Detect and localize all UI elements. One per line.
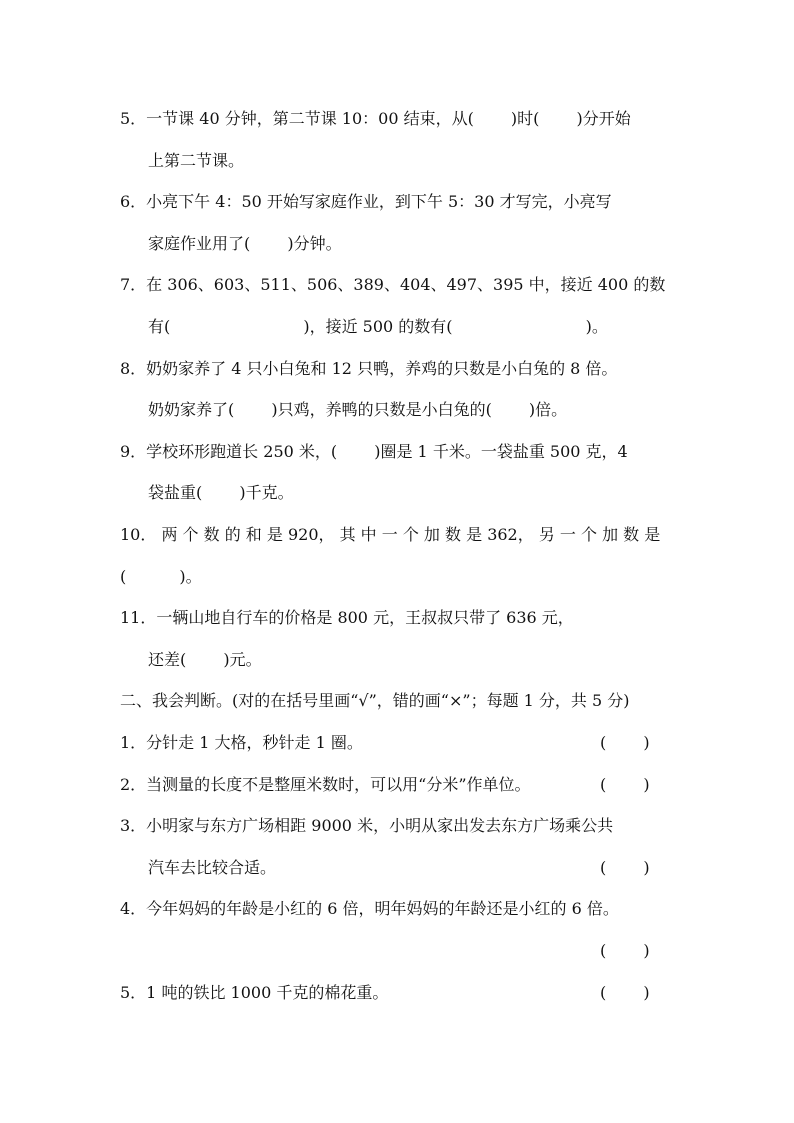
judge-1-text: 1．分针走 1 大格，秒针走 1 圈。	[120, 733, 363, 752]
question-8-line2: 奶奶家养了( )只鸡，养鸭的只数是小白兔的( )倍。	[148, 400, 568, 419]
judge-4-answer-paren[interactable]: ( )	[600, 941, 650, 960]
judge-3-line1: 3．小明家与东方广场相距 9000 米，小明从家出发去东方广场乘公共	[120, 816, 614, 835]
judge-2-text: 2．当测量的长度不是整厘米数时，可以用“分米”作单位。	[120, 775, 531, 794]
question-5-line1: 5．一节课 40 分钟，第二节课 10：00 结束，从( )时( )分开始	[120, 109, 631, 128]
section-2-heading: 二、我会判断。(对的在括号里画“√”，错的画“×”；每题 1 分，共 5 分)	[120, 691, 630, 710]
question-6-line1: 6．小亮下午 4：50 开始写家庭作业，到下午 5：30 才写完，小亮写	[120, 192, 612, 211]
question-8-line1: 8．奶奶家养了 4 只小白兔和 12 只鸭，养鸡的只数是小白兔的 8 倍。	[120, 359, 618, 378]
question-11-line1: 11．一辆山地自行车的价格是 800 元，王叔叔只带了 636 元，	[120, 608, 574, 627]
question-5-line2: 上第二节课。	[148, 151, 245, 170]
question-9-line2: 袋盐重( )千克。	[148, 483, 294, 502]
question-11-line2: 还差( )元。	[148, 650, 262, 669]
question-10-line2: ( )。	[120, 567, 202, 586]
judge-4-text: 4．今年妈妈的年龄是小红的 6 倍，明年妈妈的年龄还是小红的 6 倍。	[120, 899, 619, 918]
judge-2-answer-paren[interactable]: ( )	[600, 775, 650, 794]
judge-3-answer-paren[interactable]: ( )	[600, 858, 650, 877]
question-6-line2: 家庭作业用了( )分钟。	[148, 234, 342, 253]
question-10-line1: 10． 两 个 数 的 和 是 920， 其 中 一 个 加 数 是 362， 另 一 个 加 数 是	[120, 525, 661, 544]
judge-1-answer-paren[interactable]: ( )	[600, 733, 650, 752]
question-9-line1: 9．学校环形跑道长 250 米，( )圈是 1 千米。一袋盐重 500 克，4	[120, 442, 628, 461]
question-7-line2: 有( )，接近 500 的数有( )。	[148, 317, 608, 336]
question-7-line1: 7．在 306、603、511、506、389、404、497、395 中，接近 400 的数	[120, 275, 666, 294]
judge-5-answer-paren[interactable]: ( )	[600, 983, 650, 1002]
judge-3-line2: 汽车去比较合适。	[148, 858, 277, 877]
judge-5-text: 5．1 吨的铁比 1000 千克的棉花重。	[120, 983, 389, 1002]
